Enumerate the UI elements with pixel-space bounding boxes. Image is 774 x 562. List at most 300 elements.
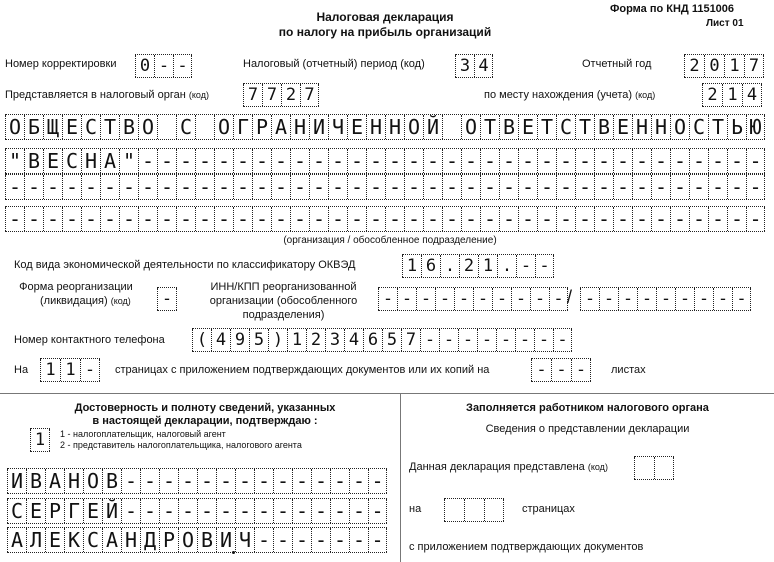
char-cell: - — [537, 175, 556, 199]
char-cell: - — [515, 329, 534, 351]
char-cell: - — [518, 175, 537, 199]
char-cell: Т — [537, 115, 556, 139]
char-cell: - — [309, 175, 328, 199]
char-cell: - — [197, 469, 216, 493]
char-cell: - — [140, 499, 159, 523]
char-cell: - — [518, 207, 537, 231]
char-cell: Щ — [43, 115, 62, 139]
char-cell: 6 — [363, 329, 382, 351]
char-cell: - — [511, 288, 530, 310]
char-cell: 3 — [325, 329, 344, 351]
tax-authority-text: Представляется в налоговый орган — [5, 89, 186, 101]
char-cell: - — [535, 255, 554, 277]
char-cell: - — [197, 499, 216, 523]
char-cell: - — [404, 207, 423, 231]
char-cell: - — [499, 149, 518, 173]
char-cell: - — [311, 469, 330, 493]
char-cell: - — [599, 288, 618, 310]
char-cell: - — [292, 499, 311, 523]
char-cell: А — [100, 149, 119, 173]
char-cell: - — [309, 149, 328, 173]
signer-name-row[interactable] — [7, 468, 387, 494]
submitted-code-suffix: (код) — [587, 462, 608, 472]
char-cell: - — [404, 149, 423, 173]
signer-name-row[interactable] — [7, 498, 387, 524]
char-cell: - — [613, 207, 632, 231]
char-cell: - — [670, 207, 689, 231]
char-cell: Й — [423, 115, 442, 139]
location-cells[interactable] — [702, 83, 762, 107]
char-cell: О — [404, 115, 423, 139]
char-cell: 1 — [722, 84, 742, 106]
char-cell: В — [26, 469, 45, 493]
char-cell: - — [195, 175, 214, 199]
char-cell: О — [670, 115, 689, 139]
period-label: Налоговый (отчетный) период (код) — [243, 58, 425, 70]
char-cell: - — [670, 175, 689, 199]
char-cell: Н — [632, 115, 651, 139]
reorg-form-label-2 — [40, 295, 131, 307]
char-cell: - — [746, 149, 765, 173]
char-cell: - — [214, 207, 233, 231]
char-cell: 2 — [281, 84, 300, 106]
char-cell: - — [473, 288, 492, 310]
char-cell: Е — [518, 115, 537, 139]
char-cell: - — [254, 499, 273, 523]
char-cell: С — [62, 149, 81, 173]
office-pages-cells[interactable] — [444, 498, 504, 522]
char-cell: В — [197, 528, 216, 552]
char-cell: - — [575, 175, 594, 199]
title-line-2: по налогу на прибыль организаций — [278, 25, 492, 39]
char-cell: - — [694, 288, 713, 310]
char-cell: - — [632, 207, 651, 231]
org-name-row[interactable] — [5, 114, 765, 140]
char-cell: - — [235, 499, 254, 523]
inn-label-1: ИНН/КПП реорганизованной — [210, 281, 357, 293]
char-cell: - — [176, 175, 195, 199]
char-cell: - — [632, 149, 651, 173]
char-cell: В — [499, 115, 518, 139]
char-cell: О — [5, 115, 24, 139]
char-cell: - — [216, 499, 235, 523]
char-cell: 1 — [724, 55, 744, 77]
char-cell: 7 — [401, 329, 420, 351]
char-cell: - — [154, 55, 173, 77]
char-cell: - — [347, 149, 366, 173]
char-cell: - — [551, 359, 571, 381]
char-cell: И — [7, 469, 26, 493]
char-cell: - — [461, 207, 480, 231]
char-cell: - — [477, 329, 496, 351]
office-subtitle: Сведения о представлении декларации — [485, 423, 690, 435]
char-cell: - — [328, 207, 347, 231]
char-cell: - — [290, 207, 309, 231]
char-cell: Р — [45, 499, 64, 523]
char-cell: - — [458, 329, 477, 351]
submitted-text: Данная декларация представлена — [409, 461, 585, 473]
char-cell: - — [43, 175, 62, 199]
correction-label: Номер корректировки — [5, 58, 117, 70]
char-cell: ( — [192, 329, 211, 351]
char-cell: С — [7, 499, 26, 523]
char-cell: - — [423, 175, 442, 199]
char-cell: - — [575, 207, 594, 231]
char-cell: - — [571, 359, 591, 381]
year-cells[interactable] — [684, 54, 764, 78]
char-cell: - — [368, 469, 387, 493]
char-cell: В — [594, 115, 613, 139]
char-cell: Ч — [328, 115, 347, 139]
char-cell: - — [62, 207, 81, 231]
char-cell: - — [496, 329, 515, 351]
reorg-code-suffix: (код) — [110, 296, 131, 306]
char-cell: - — [159, 499, 178, 523]
char-cell: - — [271, 149, 290, 173]
char-cell: - — [176, 149, 195, 173]
char-cell: - — [233, 207, 252, 231]
char-cell: - — [292, 528, 311, 552]
char-cell: О — [461, 115, 480, 139]
char-cell: - — [651, 175, 670, 199]
char-cell: - — [651, 207, 670, 231]
char-cell: Е — [613, 115, 632, 139]
char-cell: Н — [651, 115, 670, 139]
char-cell: - — [480, 175, 499, 199]
char-cell: - — [349, 469, 368, 493]
char-cell: - — [423, 207, 442, 231]
char-cell: Н — [366, 115, 385, 139]
char-cell: - — [461, 175, 480, 199]
year-label: Отчетный год — [582, 58, 652, 70]
char-cell: - — [689, 175, 708, 199]
char-cell: - — [233, 149, 252, 173]
char-cell: Р — [159, 528, 178, 552]
char-cell: - — [292, 469, 311, 493]
char-cell: - — [713, 288, 732, 310]
char-cell: - — [254, 469, 273, 493]
column-divider — [400, 393, 401, 562]
char-cell: Ь — [727, 115, 746, 139]
char-cell: - — [254, 528, 273, 552]
office-title: Заполняется работником налогового органа — [466, 402, 709, 414]
period-cells[interactable] — [455, 54, 493, 78]
char-cell: - — [637, 288, 656, 310]
char-cell: 7 — [744, 55, 764, 77]
char-cell: Ю — [746, 115, 765, 139]
char-cell: - — [656, 288, 675, 310]
char-cell: - — [461, 149, 480, 173]
char-cell: Т — [708, 115, 727, 139]
signer-name-row[interactable] — [7, 527, 387, 553]
char-cell: Е — [43, 149, 62, 173]
char-cell: - — [746, 207, 765, 231]
char-cell: - — [518, 149, 537, 173]
char-cell: 4 — [344, 329, 363, 351]
okved-cells[interactable] — [402, 254, 554, 278]
char-cell: - — [618, 288, 637, 310]
office-attachments-label: с приложением подтверждающих документов — [409, 541, 644, 553]
char-cell: - — [416, 288, 435, 310]
inn-label-3: подразделения) — [242, 309, 325, 321]
char-cell: - — [575, 149, 594, 173]
org-name-row[interactable] — [5, 174, 765, 200]
char-cell: 4 — [474, 55, 493, 77]
correction-cells[interactable] — [135, 54, 192, 78]
char-cell: О — [214, 115, 233, 139]
char-cell: - — [442, 149, 461, 173]
char-cell: - — [290, 149, 309, 173]
char-cell: Н — [290, 115, 309, 139]
char-cell: Е — [347, 115, 366, 139]
char-cell: - — [328, 149, 347, 173]
char-cell: - — [727, 175, 746, 199]
char-cell: С — [689, 115, 708, 139]
char-cell: - — [290, 175, 309, 199]
char-cell: - — [439, 329, 458, 351]
char-cell: Е — [83, 499, 102, 523]
char-cell: В — [102, 469, 121, 493]
org-name-caption: (организация / обособленное подразделение) — [283, 235, 497, 246]
char-cell: - — [81, 207, 100, 231]
tax-authority-cells[interactable] — [243, 83, 319, 107]
char-cell: 1 — [60, 359, 80, 381]
char-cell: Г — [233, 115, 252, 139]
title-line-1: Налоговая декларация — [316, 10, 454, 24]
char-cell: - — [531, 359, 551, 381]
char-cell: 5 — [382, 329, 401, 351]
okved-label: Код вида экономической деятельности по классификатору ОКВЭД — [14, 259, 356, 271]
char-cell: - — [349, 499, 368, 523]
char-cell: - — [423, 149, 442, 173]
char-cell: - — [556, 175, 575, 199]
char-cell — [195, 115, 214, 139]
location-label — [484, 89, 655, 101]
char-cell: - — [24, 175, 43, 199]
char-cell: - — [420, 329, 439, 351]
char-cell: - — [216, 469, 235, 493]
char-cell: - — [366, 207, 385, 231]
char-cell: - — [311, 499, 330, 523]
char-cell: - — [330, 499, 349, 523]
char-cell: - — [273, 499, 292, 523]
char-cell: - — [178, 469, 197, 493]
office-on-label: на — [409, 503, 422, 515]
char-cell: - — [675, 288, 694, 310]
pages-cells[interactable] — [40, 358, 100, 382]
sheets-label: листах — [611, 364, 646, 376]
char-cell: - — [516, 255, 535, 277]
char-cell: - — [499, 175, 518, 199]
char-cell: Г — [64, 499, 83, 523]
char-cell: - — [594, 207, 613, 231]
char-cell: - — [121, 469, 140, 493]
char-cell: 0 — [135, 55, 154, 77]
char-cell: . — [497, 255, 516, 277]
char-cell — [654, 457, 674, 479]
tax-authority-code-suffix: (код) — [188, 90, 209, 100]
org-name-row[interactable] — [5, 148, 765, 174]
char-cell: - — [311, 528, 330, 552]
char-cell: 2 — [684, 55, 704, 77]
char-cell: С — [83, 528, 102, 552]
char-cell: Н — [81, 149, 100, 173]
char-cell: А — [271, 115, 290, 139]
char-cell: - — [480, 207, 499, 231]
char-cell: - — [5, 175, 24, 199]
char-cell: В — [24, 149, 43, 173]
char-cell: О — [83, 469, 102, 493]
char-cell: Т — [575, 115, 594, 139]
char-cell: - — [173, 55, 192, 77]
char-cell: С — [556, 115, 575, 139]
char-cell: Т — [100, 115, 119, 139]
char-cell: - — [385, 149, 404, 173]
inn-label-2: организации (обособленного — [209, 295, 358, 307]
decorative-dot — [232, 551, 235, 554]
char-cell: 1 — [287, 329, 306, 351]
char-cell: 7 — [243, 84, 262, 106]
char-cell: - — [537, 207, 556, 231]
char-cell: - — [385, 207, 404, 231]
reorg-form-cells[interactable] — [157, 287, 177, 311]
char-cell: Е — [45, 528, 64, 552]
char-cell: 1 — [478, 255, 497, 277]
char-cell: - — [404, 175, 423, 199]
kpp-cells[interactable] — [580, 287, 751, 311]
char-cell: Б — [24, 115, 43, 139]
char-cell: - — [454, 288, 473, 310]
inn-cells[interactable] — [378, 287, 568, 311]
char-cell: А — [102, 528, 121, 552]
char-cell: - — [100, 175, 119, 199]
char-cell: К — [64, 528, 83, 552]
char-cell: - — [613, 175, 632, 199]
phone-label: Номер контактного телефона — [14, 334, 165, 346]
char-cell: " — [119, 149, 138, 173]
char-cell: - — [556, 149, 575, 173]
char-cell: - — [62, 175, 81, 199]
tax-authority-label — [5, 89, 209, 101]
char-cell: - — [442, 175, 461, 199]
char-cell: - — [368, 528, 387, 552]
office-pages-label: страницах — [522, 503, 575, 515]
char-cell: 2 — [306, 329, 325, 351]
char-cell: 4 — [742, 84, 762, 106]
char-cell: - — [499, 207, 518, 231]
office-code-cells[interactable] — [634, 456, 674, 480]
char-cell: И — [216, 528, 235, 552]
char-cell: - — [632, 175, 651, 199]
char-cell: - — [157, 207, 176, 231]
char-cell: - — [271, 175, 290, 199]
char-cell: - — [708, 175, 727, 199]
char-cell: - — [492, 288, 511, 310]
char-cell: - — [366, 149, 385, 173]
char-cell: - — [732, 288, 751, 310]
signer-code-cell[interactable] — [30, 428, 50, 452]
char-cell: - — [5, 207, 24, 231]
char-cell: - — [378, 288, 397, 310]
char-cell: - — [330, 469, 349, 493]
signer-code: 1 — [30, 429, 50, 451]
char-cell: - — [235, 469, 254, 493]
char-cell: - — [368, 499, 387, 523]
char-cell — [464, 499, 484, 521]
char-cell: 2 — [702, 84, 722, 106]
char-cell: - — [347, 175, 366, 199]
pages-text: страницах с приложением подтверждающих документов или их копий на — [115, 364, 490, 376]
char-cell: - — [549, 288, 568, 310]
char-cell: - — [594, 175, 613, 199]
copies-cells[interactable] — [531, 358, 591, 382]
char-cell: ) — [268, 329, 287, 351]
char-cell: Д — [140, 528, 159, 552]
char-cell: - — [273, 528, 292, 552]
location-text: по месту нахождения (учета) — [484, 89, 633, 101]
char-cell: - — [556, 207, 575, 231]
char-cell: - — [119, 175, 138, 199]
char-cell: 2 — [459, 255, 478, 277]
char-cell: - — [252, 149, 271, 173]
char-cell: Н — [121, 528, 140, 552]
char-cell: - — [178, 499, 197, 523]
char-cell: . — [440, 255, 459, 277]
char-cell — [157, 115, 176, 139]
char-cell: 0 — [704, 55, 724, 77]
char-cell: Л — [26, 528, 45, 552]
inn-kpp-slash: / — [567, 287, 573, 307]
char-cell: - — [100, 207, 119, 231]
char-cell: - — [195, 207, 214, 231]
phone-cells[interactable] — [192, 328, 572, 352]
signer-option-1: 1 - налогоплательщик, налоговый агент — [60, 429, 226, 439]
char-cell: - — [349, 528, 368, 552]
char-cell: Т — [480, 115, 499, 139]
char-cell: А — [45, 469, 64, 493]
confirm-title-2: в настоящей декларации, подтверждаю : — [92, 415, 318, 427]
char-cell: Н — [64, 469, 83, 493]
char-cell: - — [537, 149, 556, 173]
char-cell: 3 — [455, 55, 474, 77]
char-cell: - — [138, 149, 157, 173]
char-cell: - — [138, 175, 157, 199]
char-cell: - — [176, 207, 195, 231]
char-cell: - — [727, 207, 746, 231]
char-cell: - — [435, 288, 454, 310]
char-cell: - — [273, 469, 292, 493]
char-cell: - — [594, 149, 613, 173]
char-cell: - — [119, 207, 138, 231]
char-cell: А — [7, 528, 26, 552]
char-cell — [634, 457, 654, 479]
char-cell: Й — [102, 499, 121, 523]
char-cell: О — [138, 115, 157, 139]
char-cell: С — [176, 115, 195, 139]
char-cell: - — [121, 499, 140, 523]
char-cell: 7 — [262, 84, 281, 106]
char-cell: - — [328, 175, 347, 199]
char-cell: - — [214, 175, 233, 199]
char-cell: - — [81, 175, 100, 199]
char-cell: - — [746, 175, 765, 199]
char-cell: - — [157, 175, 176, 199]
char-cell: - — [214, 149, 233, 173]
org-name-row[interactable] — [5, 206, 765, 232]
char-cell: - — [157, 288, 177, 310]
char-cell: 1 — [402, 255, 421, 277]
char-cell: - — [252, 175, 271, 199]
